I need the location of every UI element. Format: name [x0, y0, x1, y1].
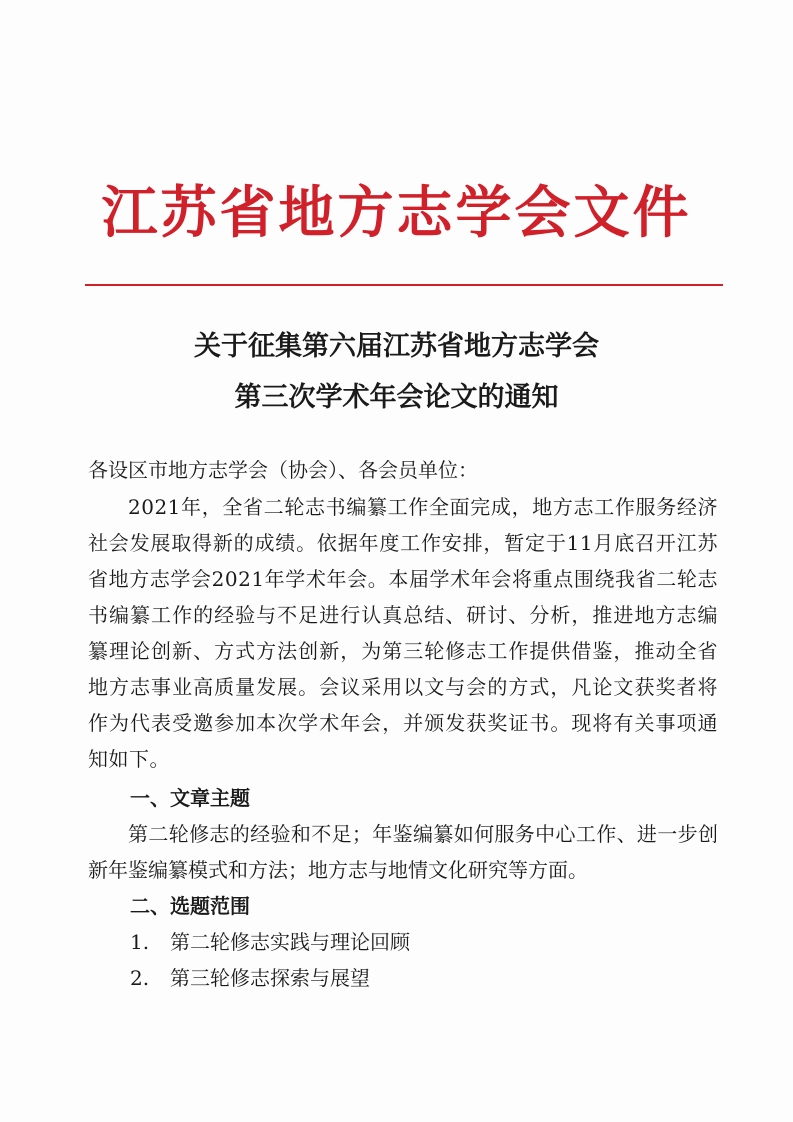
- document-title-line2: 第三次学术年会论文的通知: [234, 382, 559, 413]
- intro-paragraph: 2021年，全省二轮志书编纂工作全面完成，地方志工作服务经济社会发展取得新的成绩。依据年度工作安排，暂定于11月底召开江苏省地方志学会2021年学术年会。本届学术年会将重点围绕我省二轮志书编纂工作的经验与不足进行认真总结、研讨、分析，推进地方志编纂理论创新、方式方法创新，为第三轮修志工作提供借鉴，推动全省地方志事业高质量发展。会议采用以文与会的方式，凡论文获奖者将作为代表受邀参加本次学术年会，并颁发获奖证书。现将有关事项通知如下。: [88, 495, 718, 771]
- topic-list: [130, 924, 410, 996]
- document-title-line1: 关于征集第六届江苏省地方志学会: [194, 331, 599, 362]
- section2-heading: 二、选题范围: [130, 894, 250, 918]
- list-item-text: 第三轮修志探索与展望: [170, 966, 370, 990]
- section1-heading: 一、文章主题: [130, 786, 250, 810]
- red-divider-line: [85, 284, 723, 286]
- list-item-number: 1.: [130, 930, 150, 954]
- list-item-text: 第二轮修志实践与理论回顾: [170, 930, 410, 954]
- org-file-header: 江苏省地方志学会文件: [101, 180, 692, 246]
- list-item: [130, 924, 410, 960]
- section1-paragraph: 第二轮修志的经验和不足；年鉴编纂如何服务中心工作、进一步创新年鉴编纂模式和方法；地方志与地情文化研究等方面。: [88, 822, 718, 882]
- salutation: 各设区市地方志学会（协会）、各会员单位：: [88, 458, 478, 482]
- list-item: [130, 960, 410, 996]
- list-item-number: 2.: [130, 966, 150, 990]
